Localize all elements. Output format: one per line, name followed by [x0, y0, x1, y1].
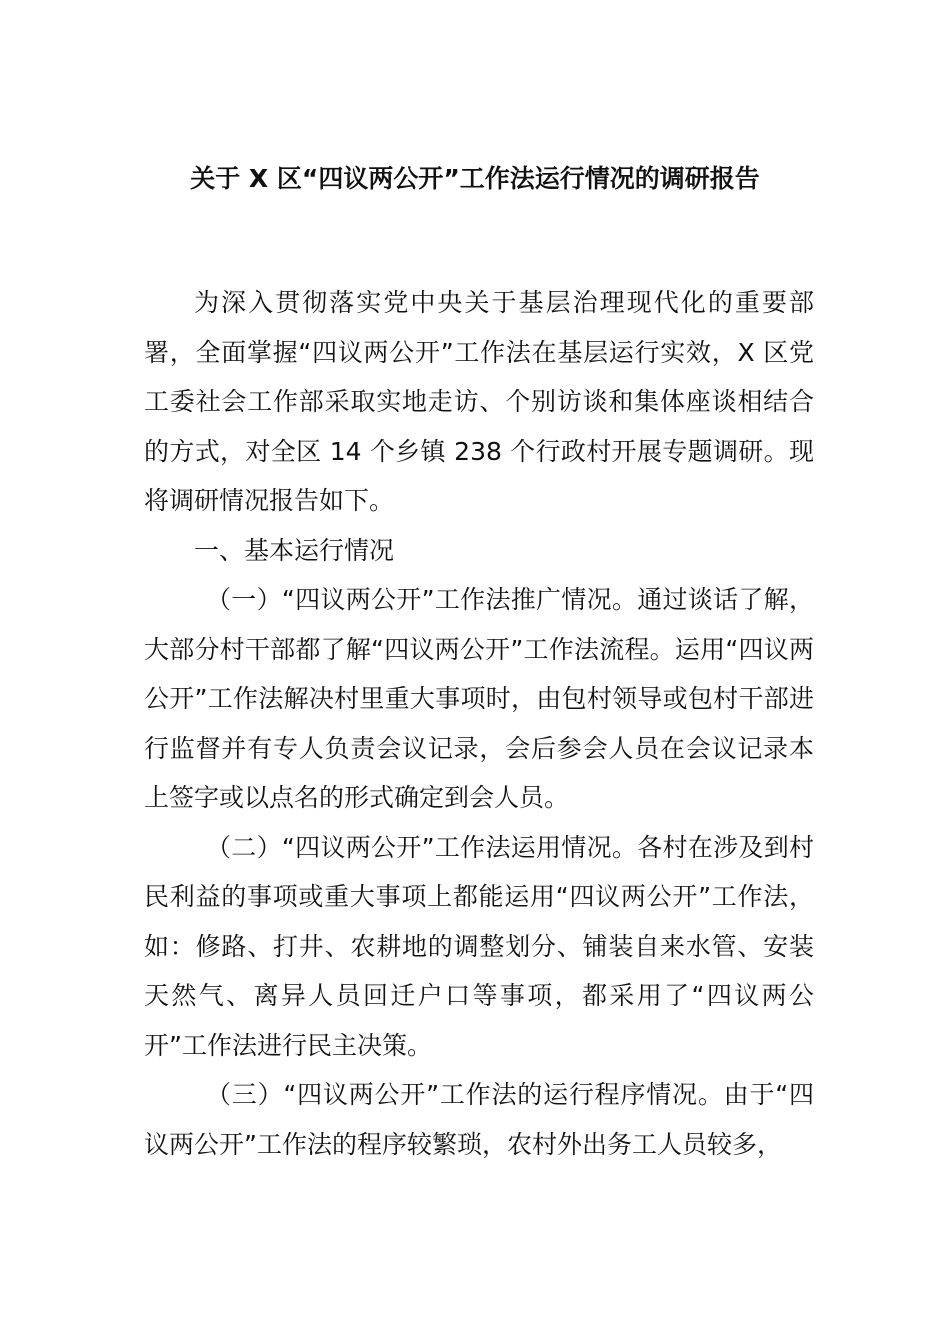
subsection-paragraph: （三）“四议两公开”工作法的运行程序情况。由于“四议两公开”工作法的程序较繁琐，农村外出务工人员较多， [144, 1080, 814, 1159]
document-title: 关于 X 区“四议两公开”工作法运行情况的调研报告 [190, 164, 760, 193]
document-body [144, 278, 814, 1169]
subsection-paragraph: （一）“四议两公开”工作法推广情况。通过谈话了解，大部分村干部都了解“四议两公开”工作法流程。运用“四议两公开”工作法解决村里重大事项时，由包村领导或包村干部进行监督并有专人负责会议记录，会后参会人员在会议记录本上签字或以点名的形式确定到会人员。 [144, 585, 814, 812]
intro-paragraph: 为深入贯彻落实党中央关于基层治理现代化的重要部署，全面掌握“四议两公开”工作法在基层运行实效，X 区党工委社会工作部采取实地走访、个别访谈和集体座谈相结合的方式，对全区 14 个乡镇 238 个行政村开展专题调研。现将调研情况报告如下。 [144, 288, 814, 515]
subsection-paragraph: （二）“四议两公开”工作法运用情况。各村在涉及到村民利益的事项或重大事项上都能运用“四议两公开”工作法，如：修路、打井、农耕地的调整划分、铺装自来水管、安装天然气、离异人员回迁户口等事项，都采用了“四议两公开”工作法进行民主决策。 [144, 832, 814, 1060]
section-heading: 一、基本运行情况 [194, 535, 395, 565]
